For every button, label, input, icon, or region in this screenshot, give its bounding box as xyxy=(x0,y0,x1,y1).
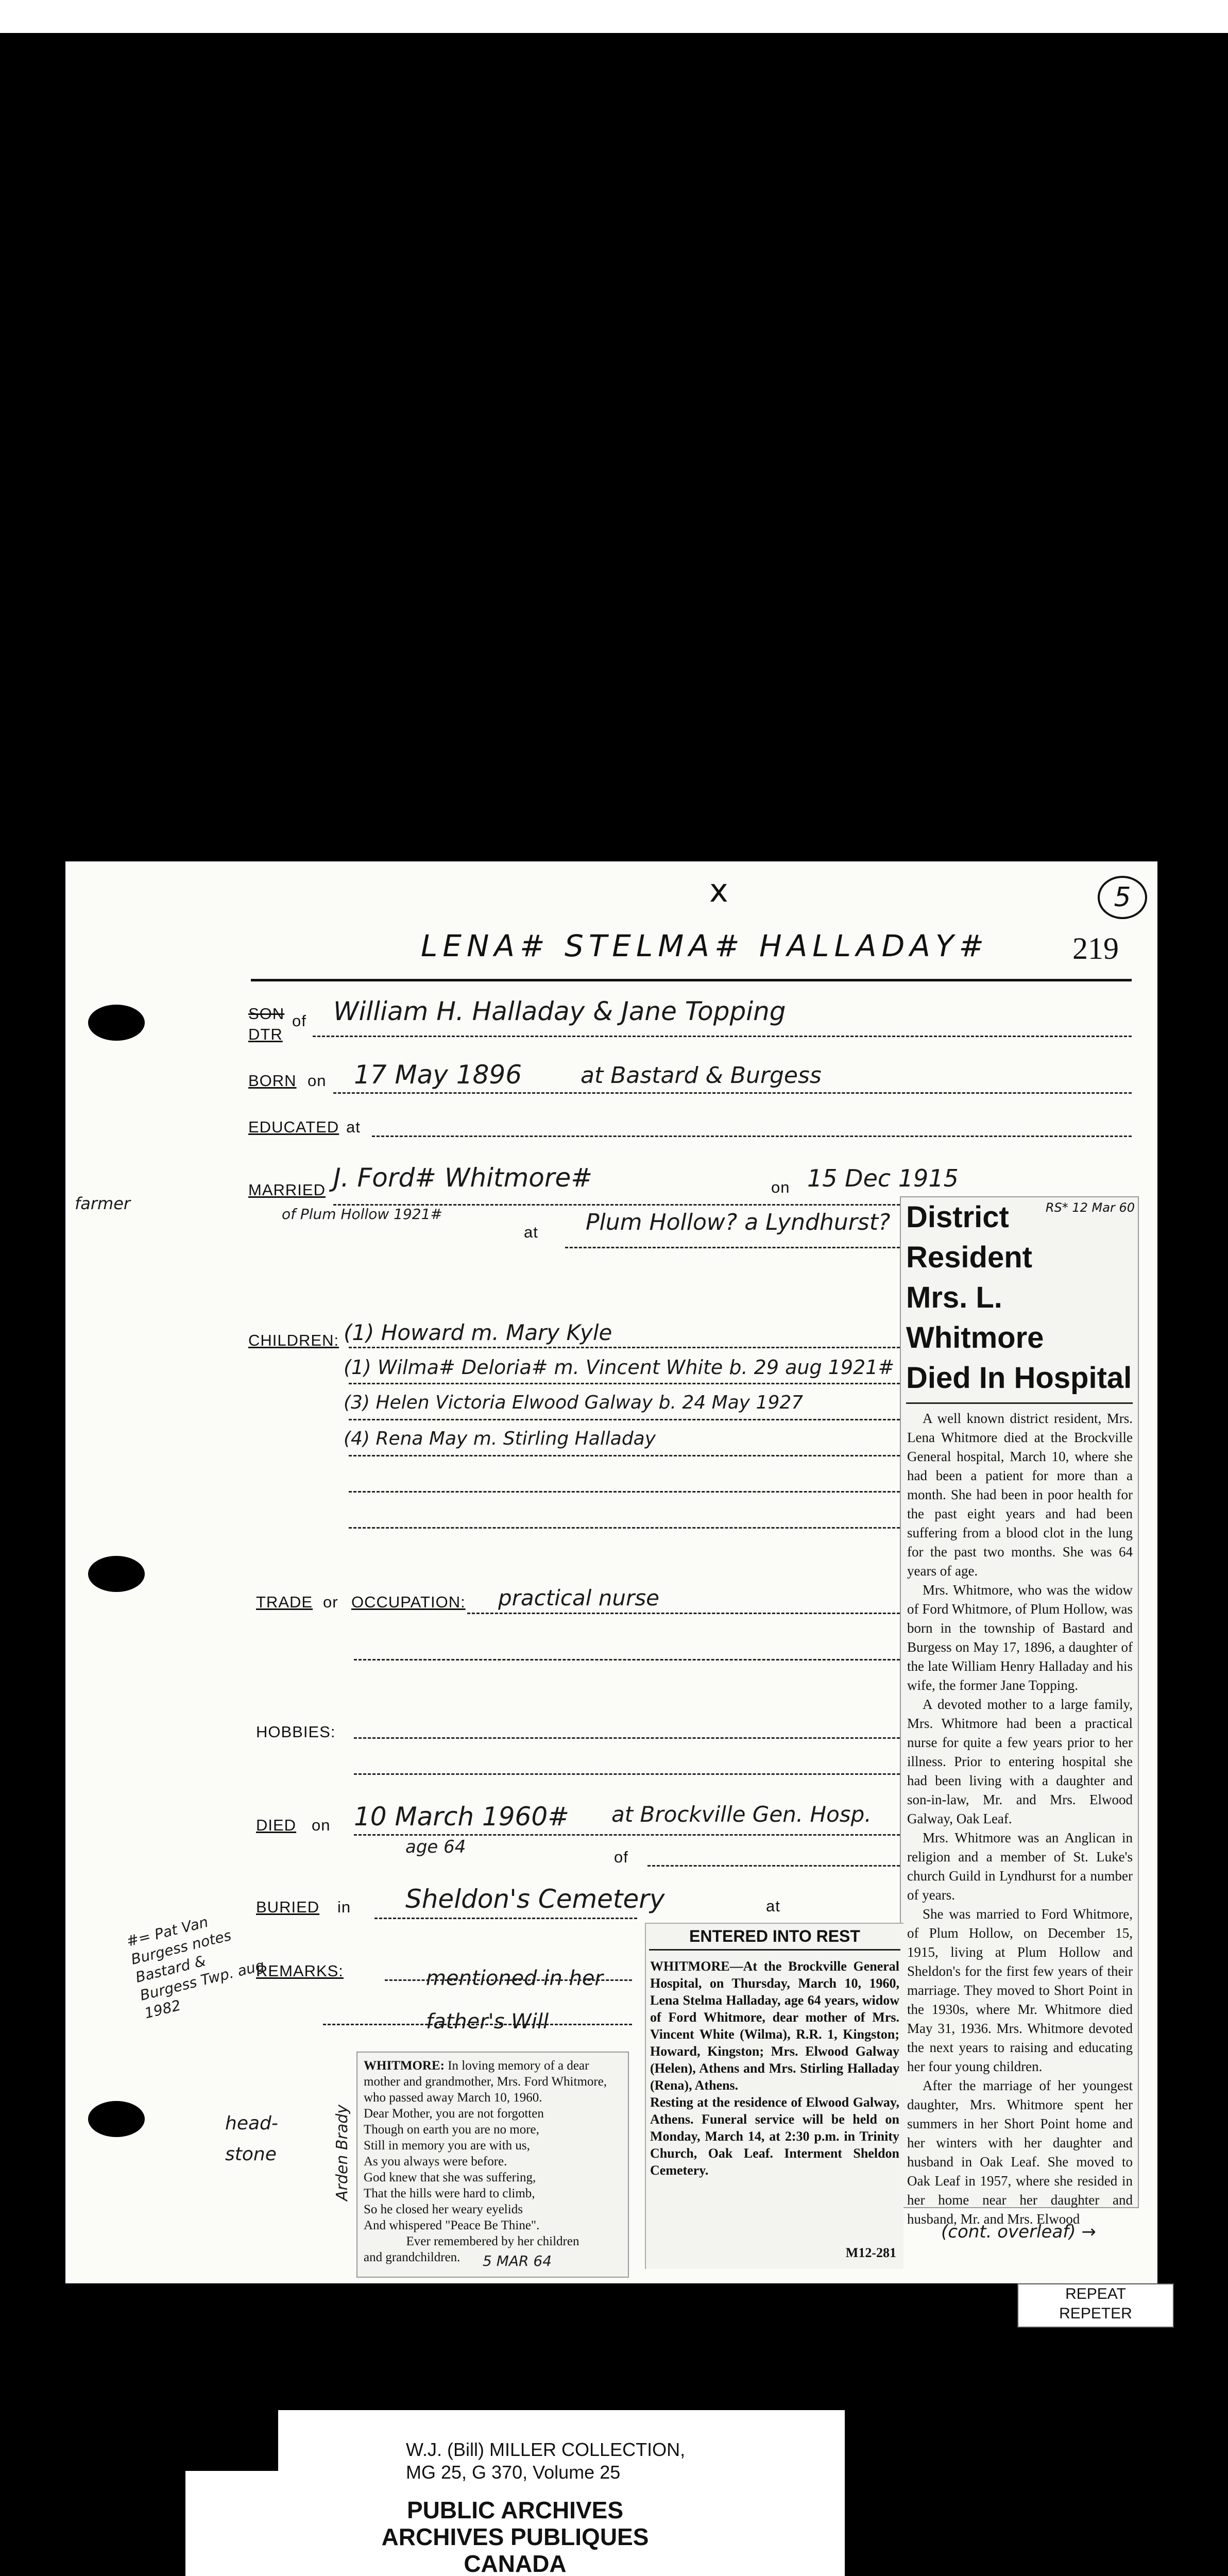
child-entry: (1) Howard m. Mary Kyle xyxy=(344,1320,612,1345)
fill-line xyxy=(374,1918,637,1919)
fill-line xyxy=(354,1834,900,1836)
fill-line xyxy=(349,1491,900,1493)
died-on-label: on xyxy=(312,1816,331,1834)
title-rule xyxy=(251,979,1132,981)
born-on-label: on xyxy=(308,1072,327,1090)
married-date: 15 Dec 1915 xyxy=(807,1164,959,1192)
memorial-body xyxy=(357,2053,628,2270)
obituary-paragraph: A devoted mother to a large family, Mrs. Whitmore had been a practical nurse for quite a few years prior to her illness. Prior to entering hospital she had been living with a daughter and son-in-law, Mr. and Mrs. Elwood Galway, Oak Leaf. xyxy=(907,1697,1133,1826)
dtr-label: DTR xyxy=(248,1025,283,1043)
notice-text: WHITMORE—At the Brockville General Hospital, on Thursday, March 10, 1960, Lena Stelma Halladay, age 64 years, widow of Ford Whitmore, dear mother of Mrs. Vincent White (Wilma), R.R. 1, Kingston; Howard, Kingston; Mrs. Elwood Galway (Helen), Athens and Mrs. Stirling Halladay (Rena), Athens. xyxy=(650,1959,899,2093)
memorial-verse-line: So he closed her weary eyelids xyxy=(364,2202,523,2216)
fill-line xyxy=(565,1247,900,1248)
parents-value: William H. Halladay & Jane Topping xyxy=(333,996,786,1026)
archives-line: ARCHIVES PUBLIQUES xyxy=(381,2523,649,2550)
died-date: 10 March 1960# xyxy=(354,1802,570,1832)
obituary-paragraph: After the marriage of her youngest daughter, Mrs. Whitmore spent her summers in her Short Point home and her winters with her daughter and husband in Oak Leaf. She moved to Oak Leaf in 1957, where she resided in her home near her daughter and husband, Mr. and Mrs. Elwood xyxy=(907,2078,1133,2227)
fill-line xyxy=(349,1419,900,1420)
buried-at-label: at xyxy=(766,1897,780,1915)
married-label: MARRIED xyxy=(248,1181,326,1199)
record-card xyxy=(65,861,1157,2283)
archives-name xyxy=(185,2497,845,2576)
fill-line xyxy=(313,1036,1132,1037)
died-age: age 64 xyxy=(405,1837,466,1857)
record-name: LENA# STELMA# HALLADAY# xyxy=(421,928,989,963)
notice-body xyxy=(646,1951,903,2186)
died-of-label: of xyxy=(614,1848,628,1866)
fill-line xyxy=(349,1347,900,1348)
fill-line xyxy=(333,1092,1132,1094)
married-place: Plum Hollow? a Lyndhurst? xyxy=(586,1209,891,1235)
archives-line: PUBLIC ARCHIVES xyxy=(407,2497,623,2523)
collection-line: MG 25, G 370, Volume 25 xyxy=(406,2462,621,2483)
fill-line xyxy=(467,1613,900,1614)
educated-label: EDUCATED xyxy=(248,1118,339,1136)
remarks-label: REMARKS: xyxy=(256,1962,344,1980)
memorial-lead: WHITMORE: xyxy=(364,2059,445,2073)
obituary-paragraph: Mrs. Whitmore was an Anglican in religion and a member of St. Luke's church Guild in Lyndhurst for a number of years. xyxy=(907,1830,1133,1903)
memorial-verse-line: Dear Mother, you are not forgotten xyxy=(364,2107,544,2121)
record-number: 219 xyxy=(1072,931,1119,965)
born-date: 17 May 1896 xyxy=(354,1060,522,1090)
memorial-date-note: 5 MAR 64 xyxy=(483,2252,552,2269)
memorial-verse-line: God knew that she was suffering, xyxy=(364,2171,536,2184)
died-label: DIED xyxy=(256,1816,297,1834)
circled-number: 5 xyxy=(1098,876,1147,919)
punch-hole xyxy=(88,2101,145,2137)
buried-value: Sheldon's Cemetery xyxy=(405,1884,665,1914)
death-notice-clipping xyxy=(645,1923,903,2269)
repeat-stamp xyxy=(1017,2283,1174,2328)
label-notch xyxy=(185,2410,278,2471)
side-note: Arden Brady xyxy=(333,2104,351,2201)
collection-reference xyxy=(406,2438,685,2484)
fill-line xyxy=(372,1136,1132,1137)
memorial-verse-line: Though on earth you are no more, xyxy=(364,2123,539,2137)
married-spouse: J. Ford# Whitmore# xyxy=(333,1163,593,1193)
headline-line: Mrs. L. Whitmore xyxy=(906,1281,1044,1354)
memorial-intro: In loving memory of a dear mother and grandmother, Mrs. Ford Whitmore, who passed away March 10, 1960. xyxy=(364,2059,607,2105)
of-label: of xyxy=(292,1012,306,1030)
punch-hole xyxy=(88,1005,145,1041)
trade-or-label: or xyxy=(323,1593,338,1611)
headstone-note: head-stone xyxy=(225,2113,278,2165)
notice-heading: ENTERED INTO REST xyxy=(649,1924,900,1951)
collection-line: W.J. (Bill) MILLER COLLECTION, xyxy=(406,2439,686,2460)
fill-line xyxy=(354,1659,900,1660)
obituary-paragraph: A well known district resident, Mrs. Lena Whitmore died at the Brockville General hospital, March 10, where she had been a patient for more than a month. She had been in poor health for the past eight years and had been suffering from a blood clot in the lung for the past two months. She was 64 years of age. xyxy=(907,1411,1133,1579)
child-entry: (3) Helen Victoria Elwood Galway b. 24 May 1927 xyxy=(344,1392,804,1413)
memorial-verse-line: That the hills were hard to climb, xyxy=(364,2187,535,2200)
top-border xyxy=(0,0,1228,33)
margin-note: #= Pat Van Burgess notes Bastard & Burgess Twp. aug 1982 xyxy=(125,1913,266,2022)
notice-text: Resting at the residence of Elwood Galway, Athens. Funeral service will be held on Monday, March 14, at 2:30 p.m. in Trinity Church, Oak Leaf. Interment Sheldon Cemetery. xyxy=(650,2095,899,2178)
notice-code: M12-281 xyxy=(845,2245,896,2260)
fill-line xyxy=(349,1455,900,1456)
continuation-note: (cont. overleaf) → xyxy=(941,2222,1096,2242)
obituary-paragraph: She was married to Ford Whitmore, of Plum Hollow, on December 15, 1915, living at Plum Hollow and Sheldon's for the first few years of their marriage. They moved to Short Point in the 1930s, where Mr. Whitmore died May 31, 1936. Mrs. Whitmore devoted the next years to raising and educating her four young children. xyxy=(907,1906,1133,2074)
x-mark: x xyxy=(709,872,728,909)
memorial-verse-line: As you always were before. xyxy=(364,2155,507,2168)
born-label: BORN xyxy=(248,1072,297,1090)
memorial-verse-line: and grandchildren. xyxy=(364,2250,460,2264)
headline-line: District Resident xyxy=(906,1200,1032,1274)
fill-line xyxy=(385,1979,632,1981)
married-residence: of Plum Hollow 1921# xyxy=(282,1206,442,1223)
archive-label xyxy=(185,2410,845,2576)
clipping-date-note: RS* 12 Mar 60 xyxy=(1045,1200,1135,1215)
stamp-line: REPETER xyxy=(1059,2305,1132,2322)
memorial-clipping xyxy=(356,2052,629,2278)
obituary-body xyxy=(901,1404,1138,2229)
buried-in-label: in xyxy=(337,1898,351,1916)
married-at-label: at xyxy=(524,1223,538,1241)
remarks-value: mentioned in her father's Will xyxy=(426,1967,603,2033)
archives-line: CANADA xyxy=(464,2550,567,2576)
obituary-clipping xyxy=(900,1196,1139,2227)
memorial-verse-line: And whispered "Peace Be Thine". xyxy=(364,2218,540,2232)
memorial-verse-line: Ever remembered by her children xyxy=(406,2234,579,2248)
occupation-value: practical nurse xyxy=(498,1585,659,1611)
died-place: at Brockville Gen. Hosp. xyxy=(611,1802,872,1827)
buried-label: BURIED xyxy=(256,1898,320,1916)
memorial-verse-line: Still in memory you are with us, xyxy=(364,2139,530,2153)
trade-label: TRADE xyxy=(256,1593,313,1611)
married-occupation: farmer xyxy=(75,1194,131,1213)
fill-line xyxy=(333,1204,900,1206)
fill-line xyxy=(647,1865,900,1867)
married-on-label: on xyxy=(771,1178,790,1196)
occupation-label: OCCUPATION: xyxy=(351,1593,466,1611)
child-entry: (4) Rena May m. Stirling Halladay xyxy=(344,1428,656,1449)
headline-line: Died In Hospital xyxy=(906,1361,1132,1395)
children-label: CHILDREN: xyxy=(248,1331,339,1349)
educated-at-label: at xyxy=(346,1118,361,1136)
born-place: at Bastard & Burgess xyxy=(581,1062,822,1089)
hobbies-label: HOBBIES: xyxy=(256,1723,336,1741)
obituary-paragraph: Mrs. Whitmore, who was the widow of Ford Whitmore, of Plum Hollow, was born in the township of Bastard and Burgess on May 17, 1896, a daughter of the late William Henry Halladay and his wife, the former Jane Topping. xyxy=(907,1582,1133,1693)
stamp-line: REPEAT xyxy=(1065,2285,1126,2302)
punch-hole xyxy=(88,1556,145,1592)
son-label: SON xyxy=(248,1005,285,1023)
fill-line xyxy=(323,2024,632,2025)
fill-line xyxy=(354,1737,900,1739)
fill-line xyxy=(349,1383,900,1384)
child-entry: (1) Wilma# Deloria# m. Vincent White b. 29 aug 1921# xyxy=(344,1356,895,1379)
fill-line xyxy=(354,1773,900,1775)
fill-line xyxy=(349,1527,900,1529)
